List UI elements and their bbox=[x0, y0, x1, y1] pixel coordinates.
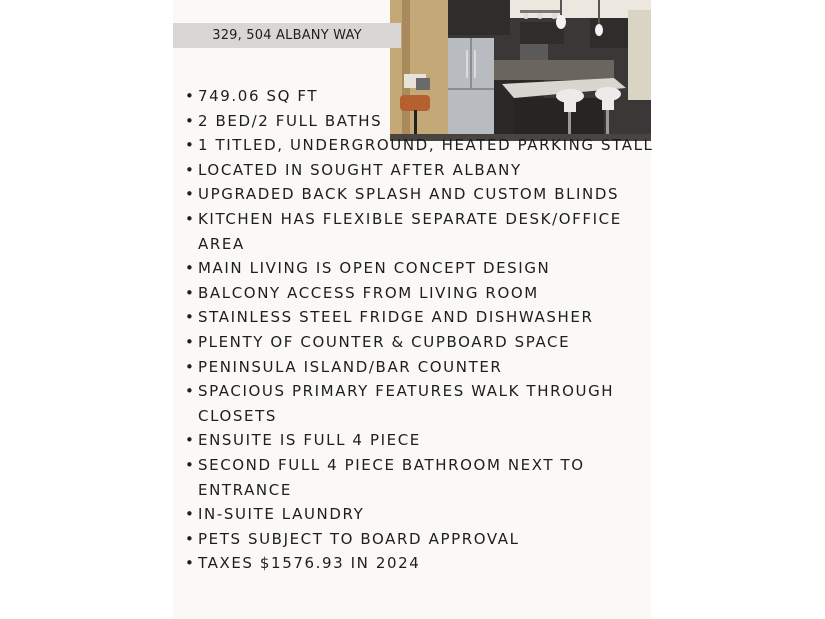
feature-text: 2 BED/2 FULL BATHS bbox=[198, 111, 383, 130]
bullet-icon: • bbox=[185, 332, 196, 351]
address-banner bbox=[173, 23, 401, 48]
bullet-icon: • bbox=[185, 431, 196, 450]
feature-item bbox=[185, 182, 625, 207]
feature-item bbox=[185, 453, 625, 478]
feature-text: 1 TITLED, UNDERGROUND, HEATED PARKING STALL bbox=[198, 136, 654, 155]
feature-item bbox=[185, 355, 625, 380]
bullet-icon: • bbox=[185, 209, 196, 228]
feature-text: MAIN LIVING IS OPEN CONCEPT DESIGN bbox=[198, 259, 551, 278]
bullet-icon: • bbox=[185, 185, 196, 204]
feature-text: BALCONY ACCESS FROM LIVING ROOM bbox=[198, 283, 539, 302]
feature-item bbox=[185, 158, 625, 183]
feature-text: ENSUITE IS FULL 4 PIECE bbox=[198, 431, 421, 450]
feature-text: CLOSETS bbox=[198, 406, 277, 425]
feature-text: PLENTY OF COUNTER & CUPBOARD SPACE bbox=[198, 332, 571, 351]
bullet-icon: • bbox=[185, 87, 196, 105]
bullet-icon: • bbox=[185, 382, 196, 401]
bullet-icon: • bbox=[185, 259, 196, 278]
feature-text: SPACIOUS PRIMARY FEATURES WALK THROUGH bbox=[198, 382, 615, 401]
feature-text: KITCHEN HAS FLEXIBLE SEPARATE DESK/OFFICE bbox=[198, 209, 622, 228]
feature-text: PENINSULA ISLAND/BAR COUNTER bbox=[198, 357, 503, 376]
feature-text: SECOND FULL 4 PIECE BATHROOM NEXT TO bbox=[198, 455, 585, 474]
feature-item bbox=[185, 379, 625, 404]
bullet-icon: • bbox=[185, 357, 196, 376]
feature-text: AREA bbox=[198, 234, 245, 253]
feature-item bbox=[185, 428, 625, 453]
feature-item-continuation bbox=[185, 404, 625, 429]
feature-item bbox=[185, 84, 625, 109]
feature-text: 749.06 SQ FT bbox=[198, 87, 319, 105]
feature-item bbox=[185, 281, 625, 306]
feature-text: UPGRADED BACK SPLASH AND CUSTOM BLINDS bbox=[198, 185, 620, 204]
feature-text: LOCATED IN SOUGHT AFTER ALBANY bbox=[198, 160, 522, 179]
feature-item bbox=[185, 305, 625, 330]
bullet-icon: • bbox=[185, 554, 196, 573]
feature-list bbox=[185, 84, 654, 576]
feature-item bbox=[185, 551, 625, 576]
address-text: 329, 504 ALBANY WAY bbox=[212, 28, 362, 43]
bullet-icon: • bbox=[185, 111, 196, 130]
bullet-icon: • bbox=[185, 529, 196, 548]
bullet-icon: • bbox=[185, 283, 196, 302]
bullet-icon: • bbox=[185, 505, 196, 524]
feature-text: IN-SUITE LAUNDRY bbox=[198, 505, 365, 524]
feature-text: TAXES $1576.93 IN 2024 bbox=[198, 554, 421, 573]
bullet-icon: • bbox=[185, 308, 196, 327]
bullet-icon: • bbox=[185, 160, 196, 179]
feature-text: PETS SUBJECT TO BOARD APPROVAL bbox=[198, 529, 520, 548]
bullet-icon: • bbox=[185, 455, 196, 474]
feature-item bbox=[185, 527, 625, 552]
feature-item bbox=[185, 256, 625, 281]
bullet-icon: • bbox=[185, 136, 196, 155]
feature-text: ENTRANCE bbox=[198, 480, 292, 499]
feature-item bbox=[185, 133, 654, 158]
feature-item bbox=[185, 330, 625, 355]
feature-item bbox=[185, 109, 625, 134]
feature-item-continuation bbox=[185, 232, 625, 257]
feature-text: STAINLESS STEEL FRIDGE AND DISHWASHER bbox=[198, 308, 594, 327]
feature-item bbox=[185, 502, 625, 527]
feature-item bbox=[185, 207, 625, 232]
feature-item-continuation bbox=[185, 478, 625, 503]
